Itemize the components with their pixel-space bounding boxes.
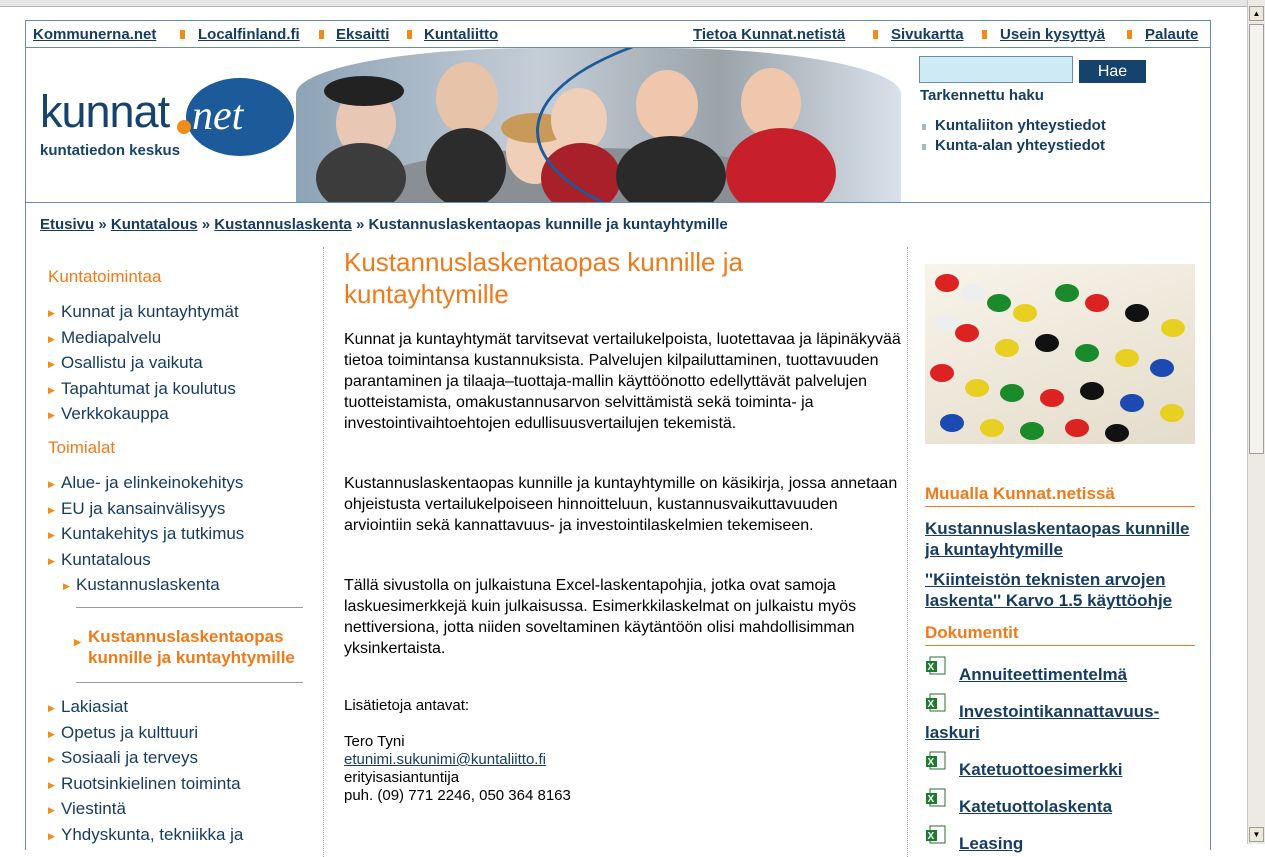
topnav-link-usein-kysyttya[interactable]: Usein kysyttyä [1000,26,1106,43]
sidebar-link-opas[interactable]: Kustannuslaskentaopas kunnille ja kuntayhtymille [925,519,1190,559]
document-label: Leasing [959,834,1024,853]
arrow-right-icon: ▶ [48,530,55,540]
contact-info [344,697,571,805]
excel-icon [925,656,947,676]
document-link[interactable] [925,664,1197,685]
document-link[interactable] [925,759,1197,780]
bullet-icon [922,124,926,130]
logo-name: kunnat [40,86,170,137]
document-link[interactable] [925,796,1197,817]
scroll-down-button[interactable]: ▼ [1249,827,1264,842]
leftnav-item-label: Lakiasiat [61,697,129,716]
quicklink-kuntaliitto-contacts[interactable] [922,116,1106,136]
page-container [25,20,1211,853]
leftnav-item[interactable] [48,473,244,493]
abacus-image [925,264,1195,444]
leftnav-item[interactable] [48,499,226,519]
leftnav-item-label: Tapahtumat ja koulutus [61,379,236,398]
leftnav-item-label: EU ja kansainvälisyys [61,499,226,518]
scroll-up-button[interactable]: ▲ [1249,6,1264,21]
svg-text:X: X [927,794,935,805]
sidebar-link-karvo[interactable]: ''Kiinteistön teknisten arvojen laskenta'' Karvo 1.5 käyttöohje [925,570,1173,610]
paragraph-intro: Kunnat ja kuntayhtymät tarvitsevat vertailukelpoista, luotettavaa ja läpinäkyvää tietoa toimintansa kustannuksista. Palvelujen kilpailuttaminen, tuottavuuden parantaminen ja tilaaja–tuottaja-mallin käyttöönotto edellyttävät palvelujen tuotteistamista, omakustannusarvon selvittämistä sekä toiminta- ja investointivaihtoehtojen edullisuusvertailujen tekemistä. [344,331,901,432]
leftnav-item-label: Kustannuslaskenta [76,575,220,594]
leftnav-item-label: Viestintä [61,799,126,818]
topnav-link-kuntaliitto[interactable]: Kuntaliitto [424,26,499,43]
leftnav-item-label: Opetus ja kulttuuri [61,723,199,742]
contact-name: Tero Tyni [344,733,405,750]
arrow-right-icon: ▶ [48,308,55,318]
excel-icon [925,788,947,808]
leftnav-heading-kuntatoimintaa: Kuntatoimintaa [48,267,162,286]
arrow-right-icon: ▶ [48,729,55,739]
logo-dot [177,120,191,134]
contact-label: Lisätietoja antavat: [344,697,470,714]
separator-icon [407,30,412,39]
arrow-right-icon: ▶ [63,581,70,591]
leftnav-item[interactable] [48,550,151,570]
contact-role: erityisasiantuntija [344,769,460,786]
quicklink-kunta-ala-contacts[interactable] [922,136,1106,156]
arrow-right-icon: ▶ [48,359,55,369]
arrow-right-icon: ▶ [48,479,55,489]
logo-tagline: kuntatiedon keskus [40,142,181,159]
topnav-link-eksaitti[interactable]: Eksaitti [336,26,390,43]
breadcrumb-separator: » [355,216,365,233]
arrow-right-icon: ▶ [74,637,81,647]
vertical-scrollbar[interactable] [1247,0,1265,844]
arrow-right-icon: ▶ [48,780,55,790]
arrow-right-icon: ▶ [48,556,55,566]
breadcrumb-kustannuslaskenta[interactable]: Kustannuslaskenta [214,216,352,233]
arrow-right-icon: ▶ [48,385,55,395]
leftnav-item[interactable] [48,723,199,743]
excel-icon [925,693,947,713]
document-label: Investointikannattavuus-laskuri [925,702,1160,742]
svg-text:X: X [927,699,935,710]
sidebar-heading-documents: Dokumentit [925,623,1195,646]
leftnav-active-item[interactable] [74,626,308,668]
paragraph-handbook: Kustannuslaskentaopas kunnille ja kuntayhtymille on käsikirja, jossa annetaan ohjeistusta vertailukelpoiseen hinnoitteluun, kustannusvaikuttavuuden arviointiin sekä kannattavuus- ja investointilaskelmien tekemiseen. [344,475,898,534]
topnav-link-palaute[interactable]: Palaute [1145,26,1199,43]
topnav-link-kommunerna[interactable]: Kommunerna.net [33,26,157,43]
separator-icon [1127,30,1132,39]
separator-icon [873,30,878,39]
breadcrumb-separator: » [201,216,211,233]
leftnav-item[interactable] [48,748,199,768]
right-column-separator [907,247,908,857]
svg-text:X: X [927,757,935,768]
leftnav-subitem-kustannuslaskenta[interactable] [63,575,220,595]
document-link[interactable] [925,701,1197,743]
leftnav-item[interactable] [48,353,203,373]
header-photo [296,48,901,202]
leftnav-item[interactable] [48,799,126,819]
advanced-search-link[interactable]: Tarkennettu haku [920,87,1044,104]
leftnav-item-label: Sosiaali ja terveys [61,748,199,767]
arrow-right-icon: ▶ [48,334,55,344]
page-title: Kustannuslaskentaopas kunnille ja kuntayhtymille [344,247,743,309]
search-input[interactable] [919,56,1073,83]
leftnav-item-label: Osallistu ja vaikuta [61,353,203,372]
arrow-right-icon: ▶ [48,831,55,841]
quicklink-label: Kuntaliiton yhteystiedot [935,117,1106,134]
quicklink-label: Kunta-alan yhteystiedot [935,137,1106,154]
leftnav-item[interactable] [48,302,239,322]
left-column-separator [323,247,324,857]
arrow-right-icon: ▶ [48,505,55,515]
topnav-link-localfinland[interactable]: Localfinland.fi [198,26,300,43]
separator-icon [319,30,324,39]
leftnav-item-label: Ruotsinkielinen toiminta [61,774,241,793]
document-label: Katetuottolaskenta [959,797,1113,816]
separator-icon [180,30,185,39]
breadcrumb-current: Kustannuslaskentaopas kunnille ja kuntayhtymille [368,216,728,233]
arrow-right-icon: ▶ [48,410,55,420]
leftnav-item-label: Yhdyskunta, tekniikka ja [61,825,244,844]
search-button[interactable]: Hae [1079,60,1146,83]
contact-email-link[interactable]: etunimi.sukunimi@kuntaliitto.fi [344,751,546,768]
quick-links [922,116,1106,156]
arrow-right-icon: ▶ [48,805,55,815]
document-label: Annuiteettimentelmä [959,665,1128,684]
arrow-right-icon: ▶ [48,703,55,713]
svg-text:X: X [927,831,935,842]
sidebar-heading-elsewhere: Muualla Kunnat.netissä [925,484,1195,507]
breadcrumb-separator: » [98,216,107,233]
bullet-icon [922,144,926,150]
leftnav-active-label: Kustannuslaskentaopas kunnille ja kuntayhtymille [88,627,295,667]
svg-text:X: X [927,662,935,673]
topnav-link-tietoa[interactable]: Tietoa Kunnat.netistä [693,26,846,43]
excel-icon [925,825,947,845]
leftnav-item-label: Alue- ja elinkeinokehitys [61,473,244,492]
leftnav-item-label: Kunnat ja kuntayhtymät [61,302,239,321]
leftnav-item[interactable] [48,404,169,424]
leftnav-item[interactable] [48,774,241,794]
breadcrumb-kuntatalous[interactable]: Kuntatalous [110,216,198,233]
breadcrumb-etusivu[interactable]: Etusivu [40,216,95,233]
document-label: Katetuottoesimerkki [959,760,1123,779]
paragraph-excel: Tällä sivustolla on julkaistuna Excel-laskentapohjia, jotka ovat samoja laskuesimerkkejä kuin julkaisussa. Esimerkkilaskelmat on julkaistu myös nettiversiona, jotta niiden soveltaminen käytäntöön olisi mahdollisimman yksinkertaista. [344,577,857,657]
logo-suffix: net [192,93,244,139]
leftnav-heading-toimialat: Toimialat [48,438,116,457]
leftnav-item-label: Mediapalvelu [61,328,162,347]
leftnav-item[interactable] [48,825,244,845]
leftnav-item[interactable] [48,697,129,717]
site-header [26,48,1210,203]
leftnav-item-label: Verkkokauppa [61,404,169,423]
arrow-right-icon: ▶ [48,754,55,764]
contact-phone: puh. (09) 771 2246, 050 364 8163 [344,787,571,804]
leftnav-item[interactable] [48,328,162,348]
separator-icon [982,30,987,39]
excel-icon [925,751,947,771]
leftnav-item[interactable] [48,379,236,399]
leftnav-item-label: Kuntakehitys ja tutkimus [61,524,245,543]
leftnav-item[interactable] [48,524,245,544]
leftnav-item-label: Kuntatalous [61,550,151,569]
topnav-link-sivukartta[interactable]: Sivukartta [891,26,964,43]
scrollbar-thumb[interactable] [1249,24,1264,454]
breadcrumb [40,216,728,233]
leftnav-divider [76,682,303,683]
leftnav-divider [76,607,303,608]
top-navigation [26,21,1210,48]
browser-top-strip [0,0,1247,7]
